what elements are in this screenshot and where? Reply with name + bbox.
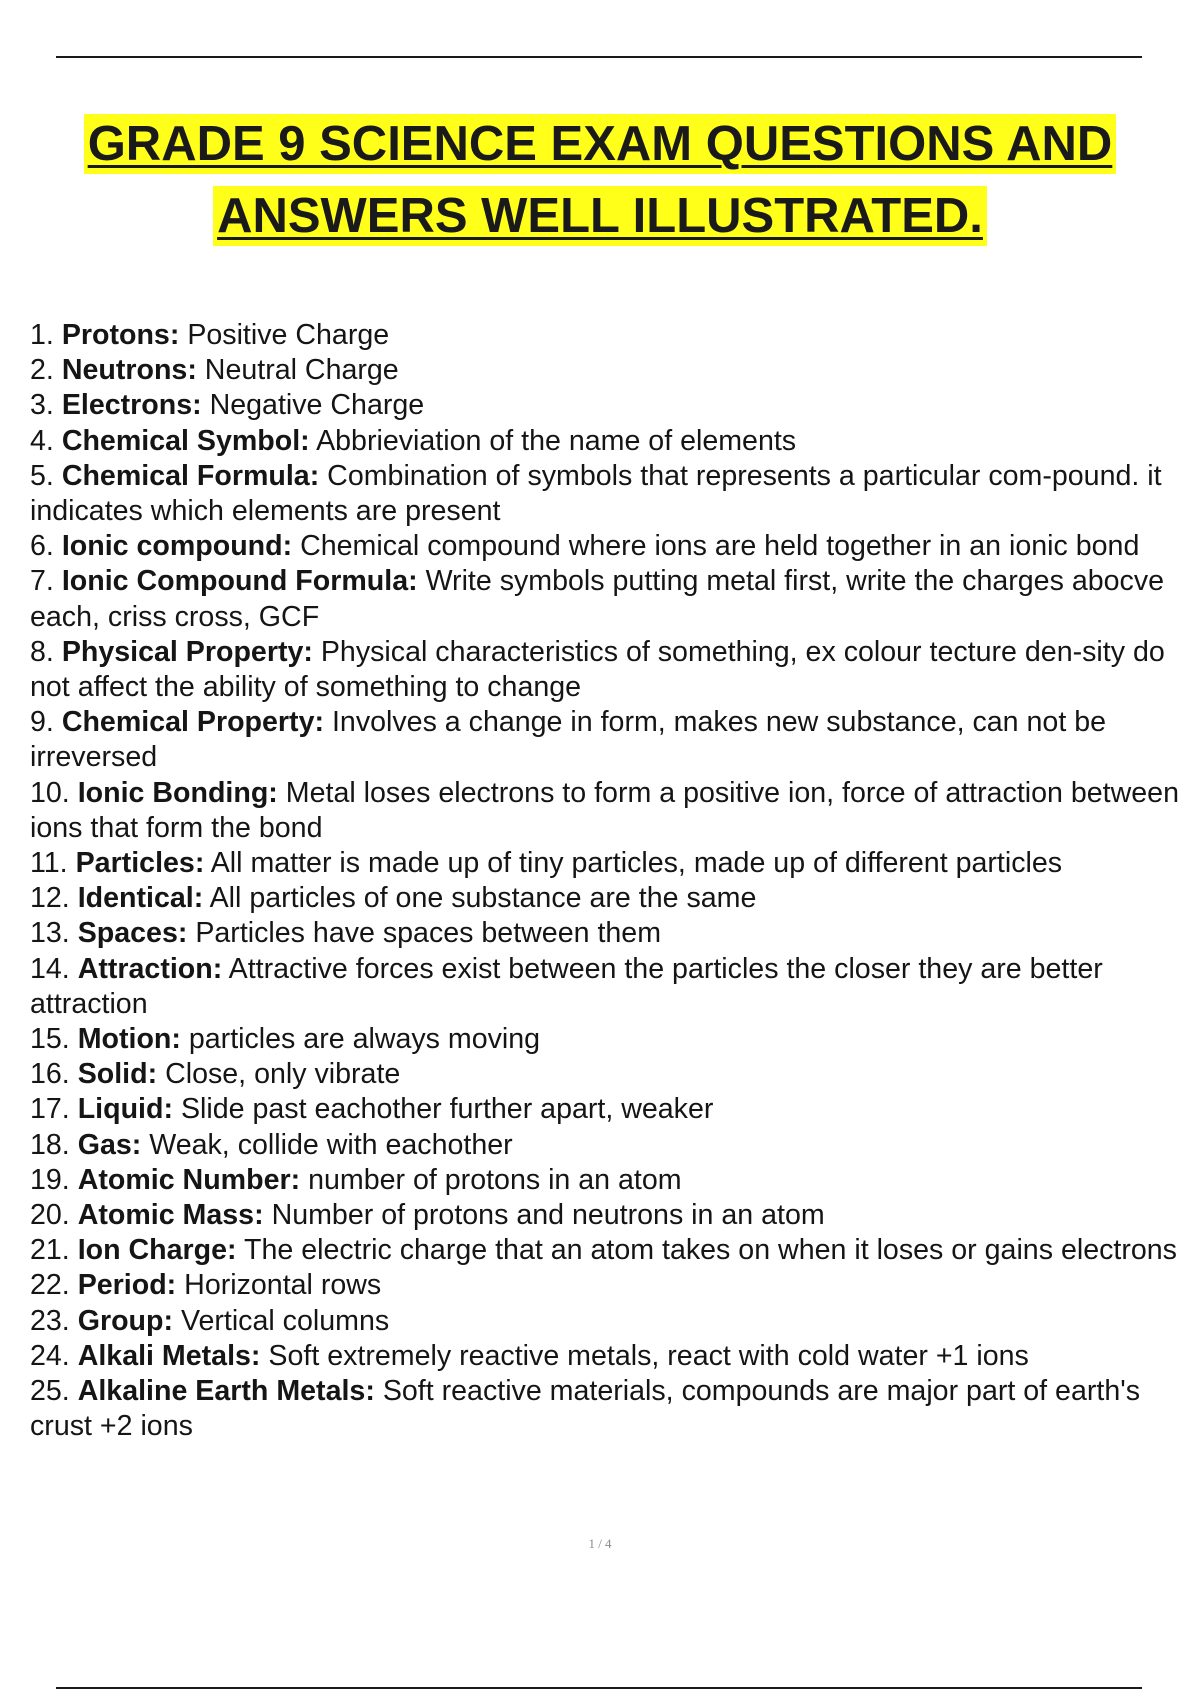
item-term: Atomic Number:: [77, 1163, 301, 1196]
list-item: [30, 705, 1192, 775]
item-term: Identical:: [77, 882, 204, 915]
item-number: 8.: [30, 635, 54, 668]
item-number: 25.: [30, 1375, 70, 1408]
item-number: 2.: [30, 354, 54, 387]
item-definition: Number of protons and neutrons in an atom: [271, 1199, 825, 1232]
list-item: [30, 424, 1192, 459]
item-definition: All particles of one substance are the same: [209, 882, 757, 915]
list-item: [30, 318, 1192, 353]
list-item: [30, 1163, 1192, 1198]
list-item: [30, 776, 1192, 846]
item-definition: Vertical columns: [180, 1304, 390, 1337]
list-item: [30, 1268, 1192, 1303]
list-item: [30, 1128, 1192, 1163]
list-item: [30, 881, 1192, 916]
item-term: Alkali Metals:: [77, 1339, 261, 1372]
item-number: 21.: [30, 1234, 70, 1267]
item-definition: Physical characteristics of something, ex colour tecture den-sity do not affect the ability of something to change: [30, 635, 1165, 704]
list-item: [30, 1304, 1192, 1339]
list-item: [30, 635, 1192, 705]
item-term: Chemical Symbol:: [61, 424, 310, 457]
page-title: [30, 114, 1170, 246]
item-term: Liquid:: [77, 1093, 173, 1126]
item-number: 19.: [30, 1163, 70, 1196]
item-term: Chemical Property:: [61, 706, 325, 739]
list-item: [30, 1022, 1192, 1057]
item-number: 1.: [30, 319, 54, 351]
list-item: [30, 916, 1192, 951]
item-number: 15.: [30, 1023, 70, 1056]
item-term: Particles:: [75, 847, 205, 880]
item-definition: Soft extremely reactive metals, react with cold water +1 ions: [268, 1339, 1029, 1372]
item-definition: Write symbols putting metal first, write the charges abocve each, criss cross, GCF: [30, 565, 1165, 633]
list-item: [30, 952, 1192, 1022]
item-number: 12.: [30, 882, 70, 915]
item-definition: number of protons in an atom: [308, 1163, 682, 1196]
item-definition: Chemical compound where ions are held together in an ionic bond: [300, 530, 1140, 563]
item-number: 18.: [30, 1128, 70, 1161]
item-term: Alkaline Earth Metals:: [77, 1375, 375, 1408]
list-item: [30, 1233, 1192, 1268]
list-item: [30, 1057, 1192, 1092]
item-definition: Close, only vibrate: [165, 1058, 401, 1091]
item-number: 5.: [30, 459, 54, 492]
item-number: 4.: [30, 424, 54, 457]
item-term: Group:: [77, 1304, 173, 1337]
item-number: 23.: [30, 1304, 70, 1337]
list-item: [30, 353, 1192, 388]
terms-list: [30, 318, 1192, 1445]
item-term: Chemical Formula:: [61, 459, 320, 492]
list-item: [30, 388, 1192, 423]
item-number: 16.: [30, 1058, 70, 1091]
list-item: [30, 1339, 1192, 1374]
item-definition: Particles have spaces between them: [195, 917, 662, 950]
list-item: [30, 529, 1192, 564]
list-item: [30, 1092, 1192, 1127]
item-number: 13.: [30, 917, 70, 950]
item-definition: Horizontal rows: [184, 1269, 382, 1302]
item-definition: Abbrieviation of the name of elements: [316, 424, 797, 457]
item-definition: Neutral Charge: [204, 354, 399, 387]
item-number: 20.: [30, 1199, 70, 1232]
item-definition: Slide past eachother further apart, weaker: [180, 1093, 714, 1126]
item-definition: Involves a change in form, makes new substance, can not be irreversed: [30, 706, 1107, 774]
item-term: Neutrons:: [61, 354, 197, 387]
item-term: Gas:: [77, 1128, 142, 1161]
list-item: [30, 1374, 1192, 1444]
item-term: Motion:: [77, 1023, 181, 1056]
item-definition: Positive Charge: [187, 319, 390, 351]
page-number: 1 / 4: [588, 1536, 612, 1551]
item-definition: particles are always moving: [188, 1023, 541, 1056]
top-divider: [56, 56, 1142, 58]
item-definition: Negative Charge: [209, 389, 425, 422]
item-term: Atomic Mass:: [77, 1199, 264, 1232]
title-line-2: ANSWERS WELL ILLUSTRATED.: [213, 186, 987, 246]
item-term: Electrons:: [61, 389, 202, 422]
item-number: 22.: [30, 1269, 70, 1302]
item-term: Solid:: [77, 1058, 158, 1091]
item-number: 11.: [30, 847, 68, 880]
item-definition: Attractive forces exist between the particles the closer they are better attraction: [30, 952, 1103, 1020]
item-term: Period:: [77, 1269, 177, 1302]
item-number: 17.: [30, 1093, 70, 1126]
item-number: 10.: [30, 776, 70, 809]
item-term: Physical Property:: [61, 635, 313, 668]
item-definition: All matter is made up of tiny particles, made up of different particles: [210, 847, 1063, 880]
item-term: Protons:: [61, 319, 180, 351]
item-number: 3.: [30, 389, 54, 422]
item-term: Ionic compound:: [61, 530, 293, 563]
item-term: Ionic Compound Formula:: [61, 565, 418, 598]
item-number: 7.: [30, 565, 54, 598]
list-item: [30, 564, 1192, 634]
title-line-1: GRADE 9 SCIENCE EXAM QUESTIONS AND: [84, 114, 1117, 174]
item-definition: Soft reactive materials, compounds are major part of earth's crust +2 ions: [30, 1375, 1140, 1443]
bottom-divider: [56, 1687, 1142, 1689]
item-term: Ionic Bonding:: [77, 776, 278, 809]
list-item: [30, 459, 1192, 529]
item-number: 6.: [30, 530, 54, 563]
item-definition: Combination of symbols that represents a particular com-pound. it indicates which elements are present: [30, 459, 1162, 528]
item-definition: Metal loses electrons to form a positive ion, force of attraction between ions that form the bond: [30, 776, 1179, 844]
item-number: 14.: [30, 952, 70, 985]
list-item: [30, 1198, 1192, 1233]
item-number: 9.: [30, 706, 54, 739]
item-definition: Weak, collide with eachother: [149, 1128, 513, 1161]
list-item: [30, 846, 1192, 881]
item-number: 24.: [30, 1339, 70, 1372]
item-definition: The electric charge that an atom takes on when it loses or gains electrons: [244, 1234, 1177, 1267]
item-term: Spaces:: [77, 917, 188, 950]
item-term: Attraction:: [77, 952, 223, 985]
item-term: Ion Charge:: [77, 1234, 237, 1267]
